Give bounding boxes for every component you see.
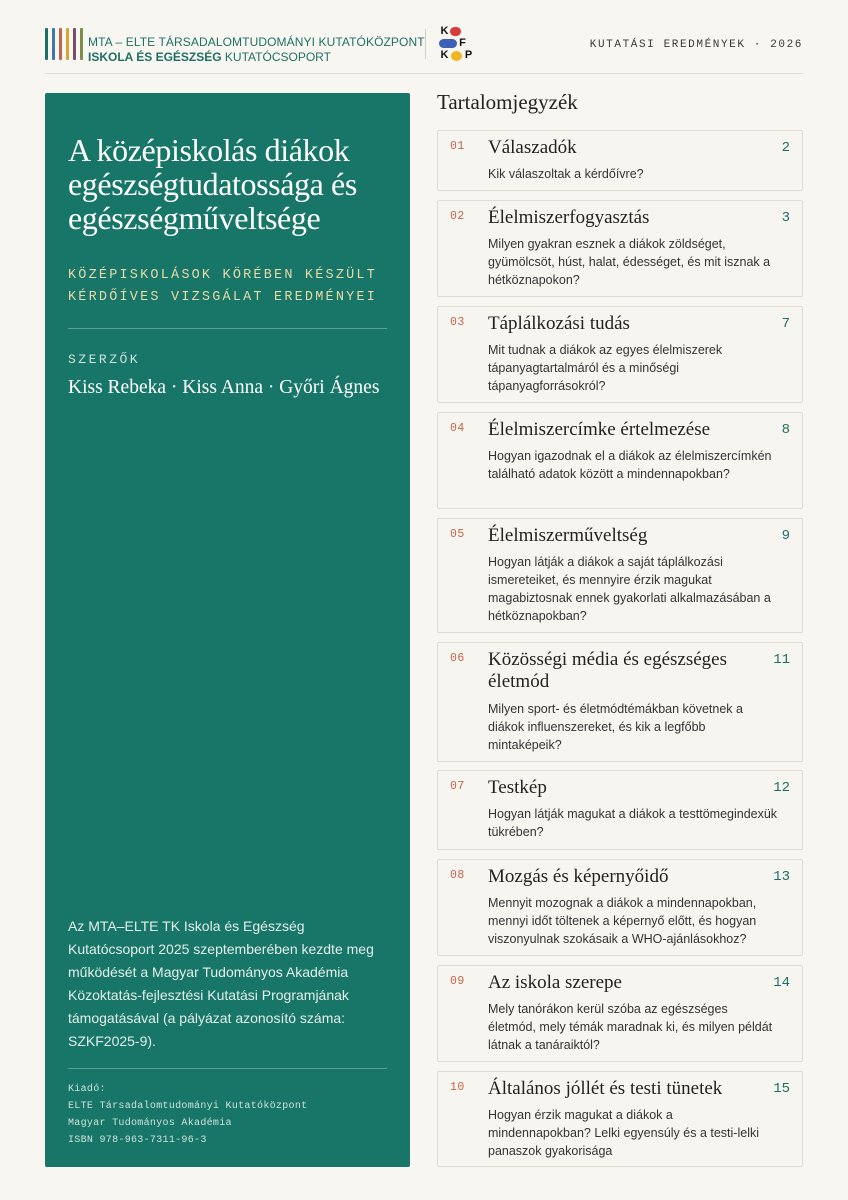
- toc-item-title: Élelmiszerműveltség: [488, 525, 648, 546]
- logo-letter-k2: K: [440, 49, 449, 61]
- toc-item-page: 15: [773, 1081, 790, 1097]
- logo-letter-p: P: [464, 49, 473, 61]
- toc-item[interactable]: [437, 306, 803, 403]
- toc-item[interactable]: [437, 859, 803, 956]
- logo-blue-pill: [439, 39, 457, 48]
- org-line-1: MTA – ELTE TÁRSADALOMTUDOMÁNYI KUTATÓKÖZPONT: [88, 35, 425, 49]
- toc-item-number: 08: [450, 869, 465, 882]
- toc-item-description: Milyen gyakran esznek a diákok zöldséget, gyümölcsöt, húst, halat, édességet, és mit isznak a hétköznapokon?: [488, 237, 771, 287]
- toc-item-title: Általános jóllét és testi tünetek: [488, 1078, 723, 1099]
- toc-item[interactable]: [437, 200, 803, 297]
- toc-item-number: 04: [450, 422, 465, 435]
- toc-item[interactable]: [437, 770, 803, 850]
- publisher-info: [68, 1081, 307, 1149]
- toc-item[interactable]: [437, 412, 803, 509]
- org-line-2-rest: KUTATÓCSOPORT: [221, 50, 331, 64]
- toc-item-description: Kik válaszoltak a kérdőívre?: [488, 167, 644, 181]
- cover-divider-2: [68, 1068, 387, 1069]
- kofkop-logo: [439, 26, 479, 62]
- toc-item-description: Mely tanórákon kerül szóba az egészséges életmód, mely témák maradnak ki, és milyen példát látnak a tanáraiktól?: [488, 1002, 773, 1052]
- toc-item-number: 01: [450, 140, 465, 153]
- toc-item-number: 02: [450, 210, 465, 223]
- logo-letter-k1: K: [440, 25, 449, 37]
- org-name: [88, 35, 425, 65]
- cover-panel: [45, 93, 410, 1167]
- toc-item-description: Hogyan érzik magukat a diákok a mindennapokban? Lelki egyensúly és a testi-lelki panaszok gyakorisága: [488, 1108, 759, 1158]
- toc-item-title: Táplálkozási tudás: [488, 313, 630, 334]
- toc-item-description: Mennyit mozognak a diákok a mindennapokban, mennyi időt töltenek a képernyő előtt, és hogyan viszonyulnak szokásaik a WHO-ajánlásokhoz?: [488, 896, 757, 946]
- toc-item-description: Mit tudnak a diákok az egyes élelmiszerek tápanyagtartalmáról és a minőségi tápanyagforrásokról?: [488, 343, 723, 393]
- cover-divider-1: [68, 328, 387, 329]
- toc-item-page: 12: [773, 780, 790, 796]
- cover-description: Az MTA–ELTE TK Iskola és Egészség Kutatócsoport 2025 szeptemberében kezdte meg működését a Magyar Tudományos Akadémia Közoktatás-fejlesztési Kutatási Programjának támogatásával (a pályázat azonosító száma: SZKF2025-9).: [68, 918, 374, 1049]
- toc-item-title: Élelmiszerfogyasztás: [488, 207, 650, 228]
- toc-item-number: 10: [450, 1081, 465, 1094]
- toc-item[interactable]: [437, 1071, 803, 1167]
- toc-item[interactable]: [437, 965, 803, 1062]
- cover-subtitle: KÖZÉPISKOLÁSOK KÖRÉBEN KÉSZÜLT KÉRDŐÍVES VIZSGÁLAT EREDMÉNYEI: [68, 268, 378, 305]
- toc-item-page: 7: [781, 316, 790, 332]
- toc-item-number: 09: [450, 975, 465, 988]
- toc-item[interactable]: [437, 642, 803, 762]
- toc-item-page: 9: [781, 528, 790, 544]
- publisher-label: Kiadó:: [68, 1084, 106, 1095]
- toc-item-description: Milyen sport- és életmódtémákban követnek a diákok influenszereket, és kik a legfőbb mintaképeik?: [488, 702, 743, 752]
- authors: Kiss Rebeka · Kiss Anna · Győri Ágnes: [68, 377, 380, 398]
- toc-item-description: Hogyan látják a diákok a saját táplálkozási ismereteiket, és mennyire érzik magukat magabiztosnak ennek gyakorlati alkalmazásában a hétköznapokban?: [488, 555, 771, 623]
- toc-item-title: Testkép: [488, 777, 547, 798]
- toc-item-page: 11: [773, 652, 790, 668]
- publisher-line-2: Magyar Tudományos Akadémia: [68, 1118, 232, 1129]
- toc-item-page: 13: [773, 869, 790, 885]
- authors-label: SZERZŐK: [68, 352, 141, 367]
- toc-item-description: Hogyan igazodnak el a diákok az élelmiszercímkén található adatok között a mindennapokban?: [488, 449, 772, 481]
- toc-item-title: Élelmiszercímke értelmezése: [488, 419, 711, 440]
- header-divider: [425, 29, 426, 59]
- logo-yellow-dot: [451, 51, 462, 61]
- toc-item-title: Közösségi média és egészséges életmód: [488, 649, 728, 692]
- logo-letter-f: F: [459, 37, 466, 49]
- toc-item-number: 06: [450, 652, 465, 665]
- header-report-label: KUTATÁSI EREDMÉNYEK · 2026: [589, 39, 803, 51]
- brand-bars-logo: [45, 28, 83, 60]
- toc-item-title: Az iskola szerepe: [488, 972, 622, 993]
- toc-item[interactable]: [437, 130, 803, 191]
- toc-item-number: 03: [450, 316, 465, 329]
- toc-item-description: Hogyan látják magukat a diákok a testtömegindexük tükrében?: [488, 807, 778, 839]
- toc-item-title: Válaszadók: [488, 137, 577, 158]
- toc-item-page: 14: [773, 975, 790, 991]
- toc-item-number: 07: [450, 780, 465, 793]
- toc-item-page: 8: [781, 422, 790, 438]
- toc-heading: Tartalomjegyzék: [437, 90, 578, 114]
- org-line-2-bold: ISKOLA ÉS EGÉSZSÉG: [88, 50, 222, 64]
- logo-red-pill: [450, 27, 461, 36]
- toc-item-title: Mozgás és képernyőidő: [488, 866, 669, 887]
- publisher-line-1: ELTE Társadalomtudományi Kutatóközpont: [68, 1101, 308, 1112]
- page-header: [45, 26, 803, 74]
- toc-item-number: 05: [450, 528, 465, 541]
- toc-item-page: 3: [781, 210, 790, 226]
- toc-item-page: 2: [781, 140, 790, 156]
- org-line-2: [88, 50, 425, 65]
- cover-title: A középiskolás diákok egészségtudatossága és egészségműveltsége: [68, 132, 357, 236]
- toc-item[interactable]: [437, 518, 803, 633]
- isbn: ISBN 978-963-7311-96-3: [68, 1135, 207, 1146]
